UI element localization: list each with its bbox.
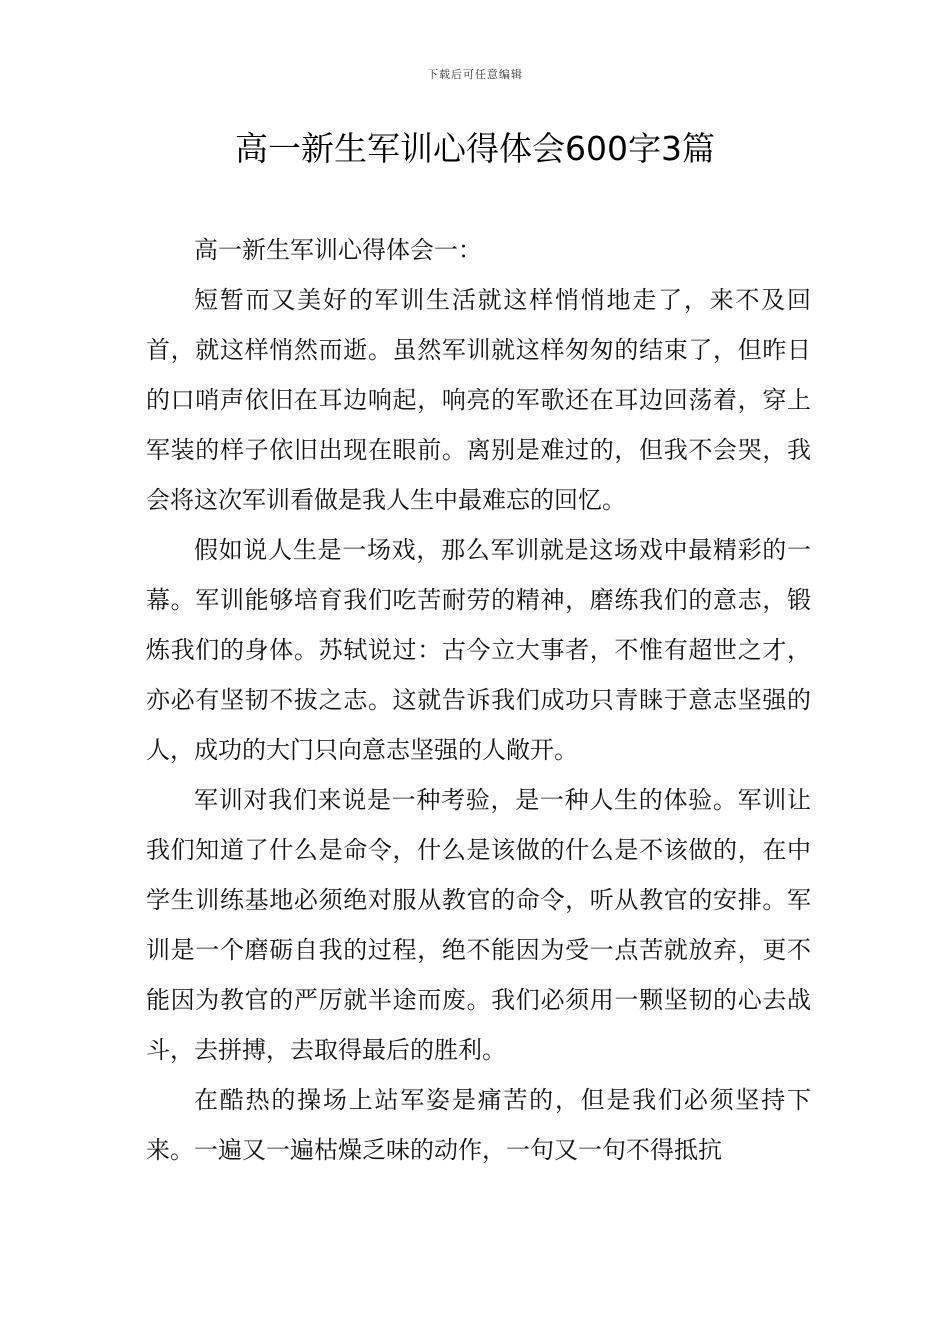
download-note: 下载后可任意编辑: [427, 68, 523, 81]
paragraph: 军训对我们来说是一种考验，是一种人生的体验。军训让我们知道了什么是命令，什么是该做的什么是不该做的，在中学生训练基地必须绝对服从教官的命令，听从教官的安排。军训是一个磨砺自我的过程，绝不能因为受一点苦就放弃，更不能因为教官的严厉就半途而废。我们必须用一颗坚韧的心去战斗，去拼搏，去取得最后的胜利。: [146, 786, 811, 1064]
document-body: [146, 225, 811, 1175]
document-title: 高一新生军训心得体会600字3篇: [235, 129, 715, 168]
paragraph: 在酷热的操场上站军姿是痛苦的，但是我们必须坚持下来。一遍又一遍枯燥乏味的动作，一句又一句不得抵抗: [146, 1086, 811, 1164]
section-heading: 高一新生军训心得体会一：: [194, 236, 482, 264]
paragraph: 短暂而又美好的军训生活就这样悄悄地走了，来不及回首，就这样悄然而逝。虽然军训就这样匆匆的结束了，但昨日的口哨声依旧在耳边响起，响亮的军歌还在耳边回荡着，穿上军装的样子依旧出现在眼前。离别是难过的，但我不会哭，我会将这次军训看做是我人生中最难忘的回忆。: [146, 286, 811, 514]
paragraph: 假如说人生是一场戏，那么军训就是这场戏中最精彩的一幕。军训能够培育我们吃苦耐劳的精神，磨练我们的意志，锻炼我们的身体。苏轼说过：古今立大事者，不惟有超世之才，亦必有坚韧不拔之志。这就告诉我们成功只青睐于意志坚强的人，成功的大门只向意志坚强的人敞开。: [146, 536, 811, 764]
